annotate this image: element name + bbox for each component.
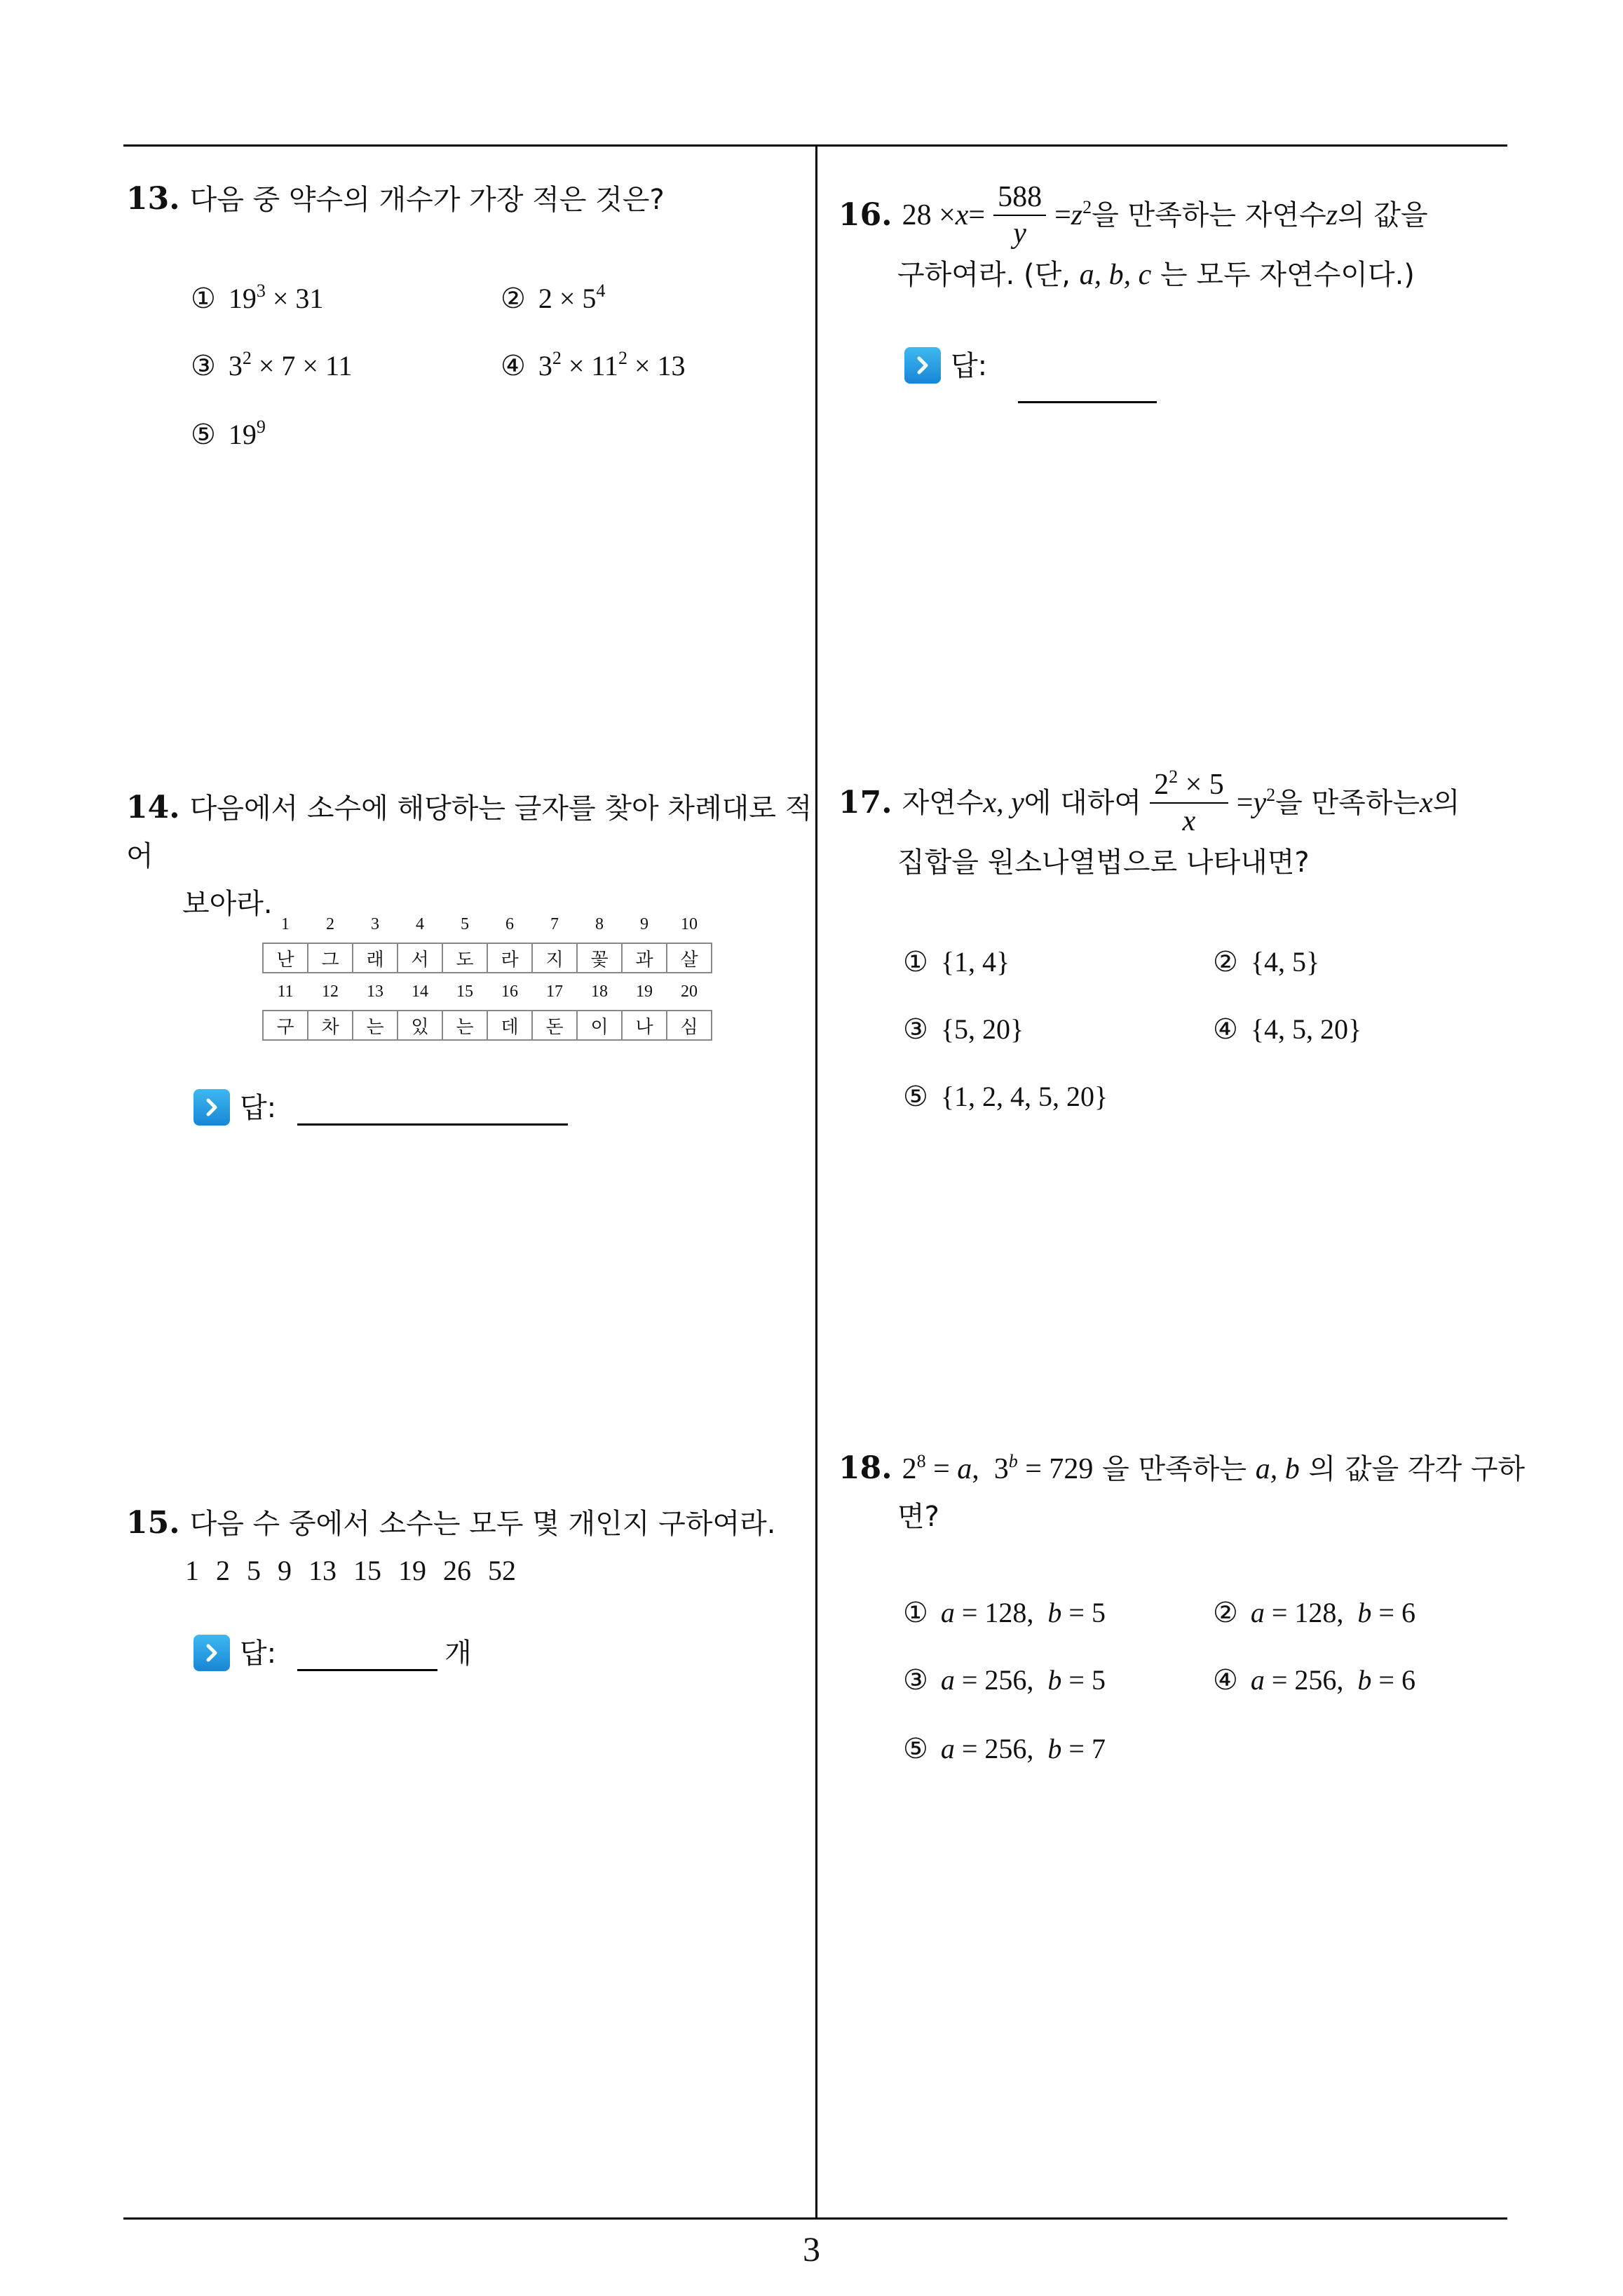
math-var-z: z: [1071, 199, 1083, 231]
choice-exponent: 4: [596, 281, 606, 301]
table-cell: 17: [546, 982, 563, 1001]
choice-base: 19: [228, 283, 257, 314]
choice-rest: × 31: [265, 283, 324, 314]
equation: $2^8 = a$, $3^b = 729$: [902, 1451, 1094, 1485]
choice-a: 128: [1294, 1597, 1337, 1628]
table-cell: 이: [577, 1011, 622, 1040]
math-eq: =: [968, 199, 986, 231]
table-cell: 서: [398, 943, 442, 973]
table-cell: 4: [416, 914, 424, 933]
choice-base: 3: [228, 350, 243, 381]
math-vars: a, b, c: [1079, 259, 1152, 291]
question-number: 17.: [838, 785, 892, 821]
table-cell: 도: [442, 943, 487, 973]
table-cell: 는: [353, 1011, 398, 1040]
table-cell: 차: [308, 1011, 353, 1040]
numerator-exponent: 2: [1169, 767, 1179, 787]
choice-mark: ①: [903, 1597, 928, 1629]
math-var-x: x: [955, 199, 969, 231]
question-13: [126, 175, 665, 224]
table-cell: 10: [681, 914, 698, 933]
choice-5[interactable]: [191, 418, 266, 451]
table-cell: 지: [532, 943, 577, 973]
choice-mark: ①: [903, 946, 928, 978]
choice-mark: ④: [501, 350, 526, 382]
question-text: 자연수: [902, 787, 984, 819]
table-cell: 5: [461, 914, 469, 933]
choice-rest: × 13: [627, 350, 686, 381]
choice-mark: ①: [191, 283, 216, 315]
choice-base: 19: [228, 419, 257, 450]
question-number: 13.: [126, 181, 180, 217]
question-17: [838, 767, 1526, 886]
choice-b: 6: [1401, 1664, 1415, 1696]
question-15: [126, 1499, 775, 1548]
table-cell: 라: [487, 943, 532, 973]
choice-3[interactable]: [903, 1013, 1024, 1046]
table-cell: 2: [326, 914, 334, 933]
choice-exponent: 2: [618, 348, 627, 368]
question-text: 다음 수 중에서 소수는 모두 몇 개인지 구하여라.: [189, 1508, 776, 1540]
choice-2[interactable]: [501, 282, 605, 315]
choice-mark: ②: [1213, 946, 1238, 978]
choice-value: {4, 5}: [1250, 946, 1320, 978]
answer-unit: 개: [444, 1637, 472, 1670]
page-number: 3: [803, 2229, 820, 2269]
table-cell: 난: [263, 943, 308, 973]
choice-mark: ⑤: [903, 1081, 928, 1113]
question-number: 14.: [126, 790, 180, 825]
table-cell: 16: [501, 982, 518, 1001]
table-cell: 그: [308, 943, 353, 973]
question-text-end: 의 값을 각각 구하: [1299, 1453, 1526, 1485]
choice-mark: ⑤: [191, 419, 216, 451]
choice-exponent: 3: [256, 281, 266, 301]
choice-b: 6: [1401, 1597, 1415, 1628]
table-cell: 1: [281, 914, 290, 933]
answer-label: 답:: [240, 1637, 277, 1670]
choice-mark: ②: [501, 283, 526, 315]
table-cell: 돈: [532, 1011, 577, 1040]
table-cell: 8: [595, 914, 604, 933]
choice-5[interactable]: [903, 1080, 1108, 1113]
letter-table: [262, 906, 712, 1041]
choice-value: {1, 2, 4, 5, 20}: [940, 1081, 1108, 1112]
answer-16: [904, 344, 1157, 384]
math-exponent: 2: [1266, 785, 1276, 805]
choice-base: 2 × 5: [538, 283, 597, 314]
table-cell: 19: [636, 982, 653, 1001]
question-text-line1: 다음에서 소수에 해당하는 글자를 찾아 차례대로 적어: [126, 792, 813, 872]
table-cell: 20: [681, 982, 698, 1001]
question-text: 을 만족하는: [1275, 787, 1420, 819]
number-row: [263, 973, 712, 1011]
question-18: [838, 1445, 1526, 1541]
question-text-line2-end: 는 모두 자연수이다.): [1151, 259, 1415, 291]
choice-mid: × 11: [561, 350, 618, 381]
table-cell: 6: [505, 914, 514, 933]
question-text: 다음 중 약수의 개수가 가장 적은 것은?: [189, 184, 665, 216]
fraction: [993, 180, 1046, 251]
question-text: 에 대하여: [1024, 787, 1142, 819]
table-cell: 있: [398, 1011, 442, 1040]
answer-field[interactable]: [297, 1093, 568, 1126]
char-row: [263, 1011, 712, 1040]
choice-b: 5: [1091, 1597, 1106, 1628]
table-cell: 나: [622, 1011, 667, 1040]
fraction-numerator: [1150, 767, 1228, 804]
question-text-line2: 면?: [897, 1501, 939, 1533]
choice-4[interactable]: [501, 349, 686, 382]
fraction-denominator: x: [1182, 805, 1196, 837]
char-row: [263, 943, 712, 973]
table-cell: 11: [277, 982, 294, 1001]
chevron-right-icon: [904, 347, 941, 384]
question-text: 을 만족하는: [1093, 1453, 1256, 1485]
table-cell: 구: [263, 1011, 308, 1040]
choice-1[interactable]: ① a = 128, b = 5: [903, 1597, 1106, 1629]
choice-mark: ④: [1213, 1664, 1238, 1696]
choice-1[interactable]: [191, 282, 323, 315]
fraction-denominator: y: [1013, 217, 1026, 250]
choice-rest: × 7 × 11: [251, 350, 353, 381]
table-cell: 18: [591, 982, 608, 1001]
choice-mark: ⑤: [903, 1733, 928, 1765]
math-exponent: 2: [1082, 197, 1092, 217]
table-cell: 심: [667, 1011, 712, 1040]
question-text-line2: 보아라.: [182, 888, 273, 920]
question-number: 16.: [838, 197, 892, 233]
choice-4[interactable]: [1213, 1013, 1361, 1046]
table-cell: 3: [371, 914, 379, 933]
fraction: [1150, 767, 1228, 839]
math-var-x: x: [1420, 787, 1433, 819]
table-cell: 15: [456, 982, 473, 1001]
question-number: 18.: [838, 1450, 892, 1486]
choice-a: 256: [1294, 1664, 1337, 1696]
question-text-line2: 집합을 원소나열법으로 나타내면?: [897, 846, 1310, 879]
table-cell: 7: [550, 914, 559, 933]
bottom-rule: [123, 2217, 1507, 2220]
number-row: [263, 906, 712, 943]
choice-value: {4, 5, 20}: [1250, 1013, 1362, 1045]
choice-a: 128: [984, 1597, 1027, 1628]
table-cell: 래: [353, 943, 398, 973]
choice-3[interactable]: [191, 349, 353, 382]
choice-mark: ③: [191, 350, 216, 382]
math-prefix: 28 ×: [902, 199, 956, 231]
table-cell: 12: [322, 982, 339, 1001]
choice-a: 256: [984, 1733, 1027, 1764]
choice-exponent: 2: [552, 348, 562, 368]
choice-2[interactable]: [1213, 945, 1319, 978]
question-text: 의: [1432, 787, 1460, 819]
table-cell: 살: [667, 943, 712, 973]
table-cell: 꽃: [577, 943, 622, 973]
question-text-line2: 구하여라. (단,: [897, 259, 1080, 291]
choice-4[interactable]: ④ a = 256, b = 6: [1213, 1664, 1415, 1696]
chevron-right-icon: [193, 1635, 230, 1671]
answer-field[interactable]: [297, 1638, 437, 1671]
answer-field[interactable]: [1018, 370, 1157, 403]
question-text: 을 만족하는 자연수: [1092, 199, 1326, 231]
choice-3[interactable]: ③ a = 256, b = 5: [903, 1664, 1106, 1696]
choice-1[interactable]: [903, 945, 1010, 978]
math-eq: =: [1236, 787, 1254, 819]
choice-a: 256: [984, 1664, 1027, 1696]
answer-label: 답:: [240, 1092, 277, 1124]
question-number: 15.: [126, 1505, 180, 1541]
table-cell: 과: [622, 943, 667, 973]
answer-label: 답:: [951, 350, 988, 382]
choice-mark: ④: [1213, 1013, 1238, 1046]
math-vars: x, y: [983, 787, 1024, 819]
choice-value: {1, 4}: [940, 946, 1010, 978]
question-text: 의 값을: [1338, 199, 1428, 231]
choice-5[interactable]: ⑤ a = 256, b = 7: [903, 1733, 1106, 1765]
table-cell: 데: [487, 1011, 532, 1040]
question-16: [838, 180, 1526, 299]
table-cell: 13: [367, 982, 383, 1001]
column-divider: [815, 144, 817, 2219]
numerator-base: 2: [1154, 769, 1169, 801]
chevron-right-icon: [193, 1089, 230, 1126]
table-cell: 9: [640, 914, 648, 933]
choice-2[interactable]: ② a = 128, b = 6: [1213, 1597, 1415, 1629]
math-var-z: z: [1326, 199, 1338, 231]
choice-exponent: 9: [256, 417, 266, 437]
table-cell: 는: [442, 1011, 487, 1040]
math-vars: a, b: [1255, 1453, 1300, 1485]
choice-b: 7: [1091, 1733, 1106, 1764]
numerator-rest: × 5: [1178, 769, 1224, 801]
choice-base: 3: [538, 350, 552, 381]
number-list: 1 2 5 9 13 15 19 26 52: [185, 1555, 516, 1586]
table-cell: 14: [412, 982, 428, 1001]
choice-b: 5: [1091, 1664, 1106, 1696]
choice-mark: ③: [903, 1013, 928, 1046]
choice-mark: ③: [903, 1664, 928, 1696]
math-var-y: y: [1253, 787, 1267, 819]
fraction-numerator: 588: [993, 180, 1046, 216]
answer-15: [193, 1631, 472, 1671]
choice-mark: ②: [1213, 1597, 1238, 1629]
choice-value: {5, 20}: [940, 1013, 1024, 1045]
math-eq: =: [1054, 199, 1071, 231]
answer-14: [193, 1086, 568, 1126]
choice-exponent: 2: [242, 348, 252, 368]
